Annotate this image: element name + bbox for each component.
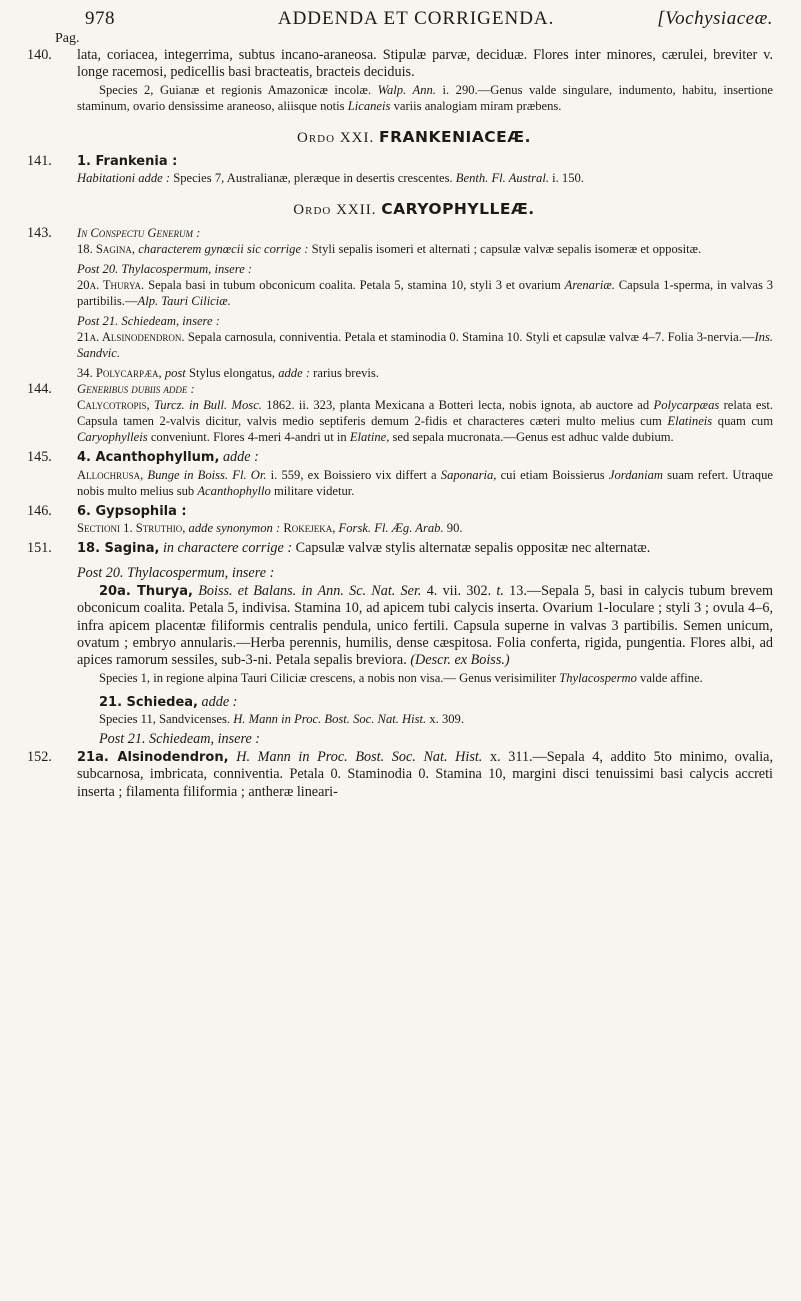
citation: Boiss. et Balans. in Ann. Sc. Nat. Ser. [198, 582, 422, 599]
text: post [164, 366, 186, 381]
entry-140 [27, 47, 773, 114]
text: adde : [278, 366, 311, 381]
text: i. 290.—Genus valde singulare, indumento, habitu, insertione staminum, ovario densissime araneoso, aliisque notis [77, 82, 773, 113]
citation: Bunge in Boiss. Fl. Or. [147, 467, 267, 482]
label: Habitationi adde : [77, 171, 171, 186]
genus-heading: 6. Gypsophila : [77, 503, 187, 519]
habitat-note [77, 170, 773, 186]
genus-name: Allochrusa, [77, 467, 144, 482]
text: suam refert. Utraque nobis multo melius sub [77, 467, 773, 498]
text: militare videtur. [273, 483, 355, 498]
text: quam cum [717, 414, 774, 429]
text: Species 11, Sandvicenses. [99, 712, 231, 727]
genus-name: 18. Sagina, [77, 242, 136, 257]
genus-name: Jordaniam [608, 467, 663, 482]
text: lata, coriacea, integerrima, subtus incano-araneosa. Stipulæ parvæ, deciduæ. Flores inter minores, cærulei, breviter v. longe racemosi, pedicellis basi bracteatis, bracteis deciduis. [77, 47, 773, 81]
text: Stylus elongatus, [188, 366, 276, 381]
insert-note: Post 20. Thylacospermum, insere : [77, 262, 253, 277]
text: adde synonymon : [188, 521, 281, 536]
text: Species 1, in regione alpina Tauri Ciliciæ crescens, a nobis non visa.— Genus verisimiliter [99, 670, 557, 685]
pag-label: Pag. [55, 31, 80, 46]
entry-143 [27, 225, 774, 381]
citation: Benth. Fl. Austral. [455, 171, 549, 186]
text: 90. [446, 521, 463, 536]
entry-number: 143. [27, 225, 52, 242]
paragraph [77, 397, 773, 445]
entry-151 [27, 540, 774, 749]
genus-heading: 21a. Alsinodendron, [77, 749, 229, 765]
citation: Turcz. in Bull. Mosc. [153, 398, 262, 413]
genus-name: Caryophylleis [77, 430, 148, 445]
genus-name: Acanthophyllo [197, 483, 271, 498]
text: conveniunt. Flores 4-meri 4-andri ut in [150, 430, 347, 445]
text: sed sepala mucronata.—Genus est adhuc valde dubium. [392, 430, 674, 445]
subheading: In Conspectu Generum : [77, 226, 201, 241]
text: adde : [201, 693, 238, 710]
insert-note: Post 20. Thylacospermum, insere : [77, 565, 275, 582]
text: Sectioni 1. Struthio, [77, 521, 186, 536]
genus-name: Elatineis [667, 414, 713, 429]
species-note [77, 670, 773, 686]
text: variis analogiam miram præbens. [393, 98, 562, 113]
text: 13.—Sepala 5, basi in calycis tubum brevem obconicum coalita. Petala 5, indivisa. Stamina 10, ad apicem tubi calycis inserta. Ovarium 1-loculare ; styli 3 ; ovula 4–6, infra apicem placentæ filiformis centralis pendula, unico fertili. Capsula superne in valvas 3 partibilis. Semen unicum, ovatum ; embryo annularis.—Herba perennis, humilis, dense cæspitosa. Folia conferta, rigida, pungentia. Flores albi, ad apices ramorum sessiles, sub-3-ni. Petala sepalis breviora. [77, 582, 774, 669]
ordo-name: CARYOPHYLLEÆ. [381, 200, 535, 219]
genus-heading: 1. Frankenia : [77, 153, 178, 169]
paragraph [77, 241, 773, 257]
paragraph [77, 540, 773, 557]
citation: H. Mann in Proc. Bost. Soc. Nat. Hist. [236, 748, 483, 765]
text: adde : [222, 449, 259, 466]
entry-number: 145. [27, 449, 52, 466]
genus-name: Calycotropis, [77, 398, 150, 413]
entry-number: 140. [27, 47, 52, 63]
genus-name: Elatine, [349, 430, 390, 445]
insert-note: Post 21. Schiedeam, insere : [77, 314, 220, 329]
species-note [77, 711, 773, 727]
entry-number: 152. [27, 748, 52, 765]
text: i. 150. [552, 171, 584, 186]
text: 4. vii. 302. [426, 582, 492, 599]
text: Styli sepalis isomeri et alternati ; capsulæ valvæ sepalis isomeræ et oppositæ. [311, 242, 702, 257]
ordo-heading [55, 200, 773, 219]
subheading: Generibus dubiis adde : [77, 382, 195, 397]
paragraph [77, 365, 773, 381]
text: Capsulæ valvæ stylis alternatæ sepalis oppositæ nec alternatæ. [295, 540, 651, 557]
text: in charactere corrige : [162, 540, 293, 557]
paragraph [77, 329, 773, 361]
citation: Ins. Sandvic. [77, 330, 774, 361]
text: relata est. Capsula tamen 2-valvis dicitur, valvis medio septiferis demum 2-fidis et characteres cæteri multo melius cum [77, 398, 773, 429]
text: characterem gynœcii sic corrige : [138, 242, 309, 257]
citation: Forsk. Fl. Æg. Arab. [338, 521, 444, 536]
insert-note: Post 21. Schiedeam, insere : [99, 731, 261, 748]
genus-name: Thylacospermo [559, 670, 637, 685]
ordo-name: FRANKENIACEÆ. [378, 127, 531, 146]
entry-141 [27, 152, 773, 186]
paragraph [55, 47, 773, 82]
citation: Walp. Ann. [377, 82, 436, 97]
genus-heading: 18. Sagina, [77, 541, 160, 557]
text: 1862. ii. 323, planta Mexicana a Botteri lecta, nobis ignota, ab auctore ad [266, 398, 650, 413]
citation: Alp. Tauri Ciliciæ. [137, 294, 231, 309]
page-title: ADDENDA ET CORRIGENDA. [277, 8, 555, 29]
text: valde affine. [640, 670, 703, 685]
text: i. 559, ex Boissiero vix differt a [270, 467, 437, 482]
genus-heading: 4. Acanthophyllum, [77, 450, 220, 466]
species-note [77, 82, 773, 114]
genus-name: Rokejeka, [283, 521, 336, 536]
genus-name: Saponaria, [440, 467, 497, 482]
citation: H. Mann in Proc. Bost. Soc. Nat. Hist. [233, 712, 427, 727]
entry-152 [27, 748, 774, 801]
genus-name: Arenariæ. [564, 278, 615, 293]
text: t. [496, 582, 504, 599]
citation: (Descr. ex Boiss.) [410, 652, 510, 669]
paragraph [77, 520, 773, 536]
text: x. 309. [429, 712, 464, 727]
entry-number: 146. [27, 502, 52, 519]
entry-145 [27, 449, 773, 498]
ordo-heading [55, 128, 773, 147]
paragraph [77, 583, 773, 670]
ordo-label: Ordo XXII. [293, 202, 377, 219]
genus-name: Polycarpæas [653, 398, 720, 413]
text: rarius brevis. [313, 366, 379, 381]
text: Sepala basi in tubum obconicum coalita. Petala 5, stamina 10, styli 3 et ovarium [148, 278, 561, 293]
genus-heading: 20a. Thurya, [99, 583, 193, 599]
genus-name: 21a. Alsinodendron. [77, 330, 185, 345]
entry-146 [27, 502, 773, 536]
text: Species 2, Guianæ et regionis Amazonicæ incolæ. [99, 82, 372, 97]
genus-name: 34. Polycarpæa, [77, 366, 162, 381]
running-header [85, 8, 773, 30]
paragraph [77, 694, 773, 711]
text: x. 311.—Sepala 4, addito 5to minimo, ovalia, subcarnosa, imbricata, conniventia. Petala 0. Staminodia 0. Stamina 10, margini disci tenuissimi basi calycis accreti inserta ; filamenta filiformia ; antheræ lineari- [77, 748, 774, 800]
paragraph [77, 749, 773, 801]
entry-144 [27, 381, 774, 445]
entry-number: 151. [27, 540, 52, 557]
paragraph [77, 277, 773, 309]
genus-name: 20a. Thurya. [77, 278, 145, 293]
text: Sepala carnosula, conniventia. Petala et staminodia 0. Stamina 10. Styli et capsulæ valvæ 4–7. Folia 3-nervia.— [187, 330, 755, 345]
paragraph [77, 467, 773, 499]
genus-name: Licaneis [347, 98, 391, 113]
ordo-label: Ordo XXI. [297, 129, 375, 146]
entry-number: 141. [27, 152, 52, 169]
page-number: 978 [85, 8, 115, 29]
text: cui etiam Boissierus [500, 467, 605, 482]
entry-number: 144. [27, 381, 52, 398]
genus-heading: 21. Schiedea, [99, 694, 198, 710]
text: Capsula 1-sperma, in valvas 3 partibilis.— [77, 278, 773, 309]
section-title: [Vochysiaceæ. [657, 8, 773, 29]
text: Species 7, Australianæ, pleræque in desertis crescentes. [173, 171, 453, 186]
